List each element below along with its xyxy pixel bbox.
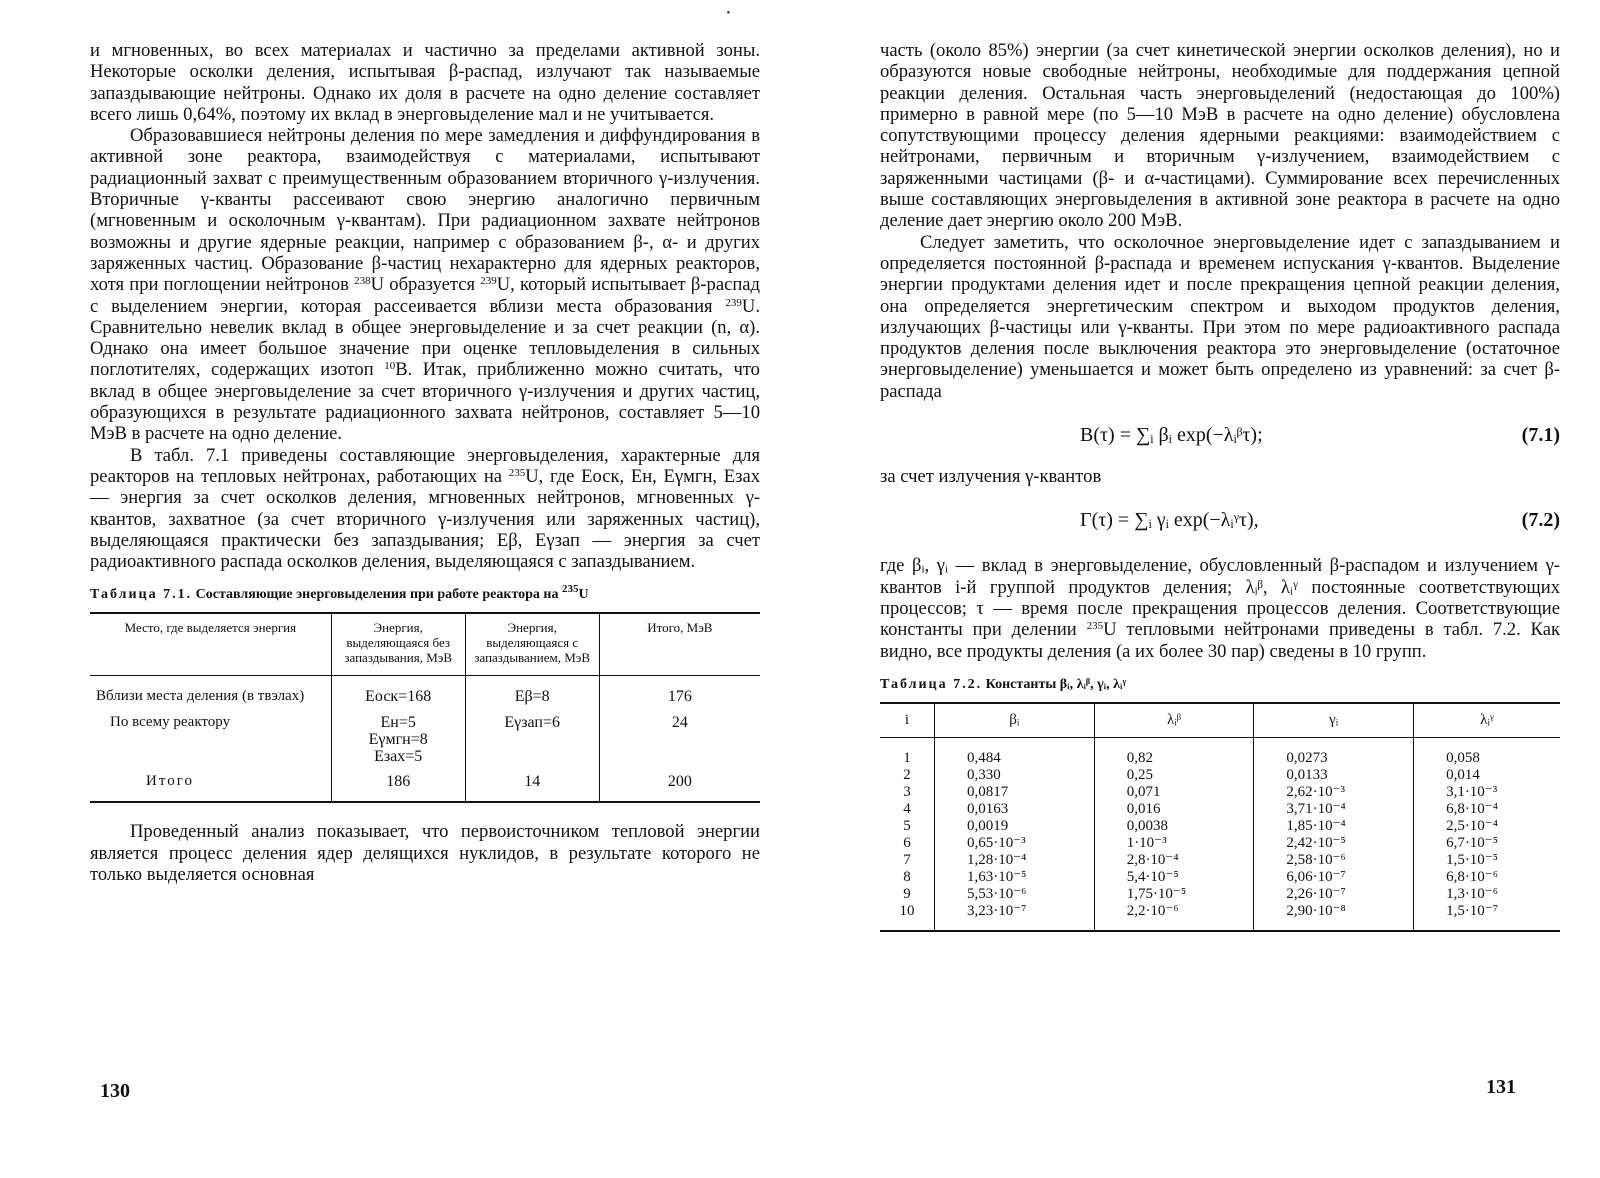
text-span: U. Сравнительно невелик вклад в общее энерговыделение и за счет реакции (n, α). Однако она имеет большое значение при оценке тепловыделения в сильных поглотителях, содержащих изотоп [90, 295, 760, 381]
table-cell: 6,8·10⁻⁶ [1446, 868, 1498, 885]
text-span: U образуется [370, 274, 481, 296]
table-header: i [880, 703, 935, 738]
table-cell: 6,8·10⁻⁴ [1446, 800, 1498, 817]
table-cell: 3 [903, 783, 911, 800]
table-cell: 0,65·10⁻³ [967, 834, 1026, 851]
table-cell: 1,85·10⁻⁴ [1286, 817, 1346, 834]
table-cell: 5 [903, 817, 911, 834]
caption-label: Таблица 7.2. [880, 676, 983, 692]
right-page-text [880, 40, 1560, 932]
table-header: Итого, МэВ [599, 613, 760, 676]
table-cell: 2,26·10⁻⁷ [1286, 885, 1346, 902]
table-header: Энергия, выделяющаяся без запаздывания, МэВ [331, 613, 465, 676]
table-cell: 3,71·10⁻⁴ [1286, 800, 1346, 817]
cell-line: Eн=5 [380, 714, 416, 732]
cell-line: Eзах=5 [374, 748, 423, 766]
isotope-sup: 238 [354, 275, 371, 288]
table-cell: 24 [599, 710, 760, 769]
equation-number: (7.1) [1521, 424, 1560, 447]
left-para-4: Проведенный анализ показывает, что первоисточником тепловой энергии является процесс деления ядер делящихся нуклидов, в результате которого не только выделяется основная [90, 821, 760, 886]
table-cell: 0,82 [1126, 749, 1153, 766]
table-cell: 2,42·10⁻⁵ [1286, 834, 1346, 851]
isotope-sup: 239 [480, 275, 497, 288]
left-para-3 [90, 445, 760, 573]
table-cell: По всему реактору [110, 714, 231, 731]
table-header: γᵢ [1254, 703, 1414, 738]
table-7-1 [90, 612, 760, 803]
text-span: В табл. 7.1 приведены составляющие энерговыделения, характерные для реакторов на тепловых нейтронах, работающих на [90, 444, 760, 487]
table-7-2 [880, 702, 1560, 932]
left-para-2 [90, 125, 760, 444]
table-cell: 6,7·10⁻⁵ [1446, 834, 1498, 851]
caption-text: Составляющие энерговыделения при работе реактора на [195, 587, 562, 603]
text-span: U тепловыми нейтронами приведены в табл. 7.2. Как видно, все продукты деления (а их более 30 пар) сведены в 10 групп. [880, 619, 1560, 662]
table-cell: 2,62·10⁻³ [1286, 783, 1346, 800]
text-span: B. Итак, приближенно можно считать, что вклад в общее энерговыделение за счет вторичного γ-излучения и других частиц, образующихся в результате радиационного захвата нейтронов, составляет 5—10 МэВ в расчете на одно деление. [90, 359, 760, 445]
table-cell [331, 710, 465, 769]
table-column-beta [935, 737, 1095, 931]
table-cell: 200 [599, 769, 760, 802]
left-page-text [90, 40, 760, 885]
table-cell: 0,25 [1126, 766, 1153, 783]
caption-end: U [578, 587, 589, 603]
table-cell: 0,0133 [1286, 766, 1328, 783]
table-cell: 1·10⁻³ [1126, 834, 1167, 851]
table-cell: 3,23·10⁻⁷ [967, 902, 1027, 919]
table-cell: 1,3·10⁻⁶ [1446, 885, 1498, 902]
table-cell: 14 [465, 769, 599, 802]
table-cell: Eоск=168 [331, 676, 465, 711]
table-cell: 2,58·10⁻⁶ [1286, 851, 1346, 868]
table-row [90, 710, 760, 769]
text-span: U, который испытывает β-распад с выделением энергии, которая рассеивается вблизи места образования [90, 274, 760, 317]
table-cell: 0,014 [1446, 766, 1480, 783]
isotope-sup: 235 [1086, 620, 1104, 633]
table-cell: 5,4·10⁻⁵ [1126, 868, 1179, 885]
table-cell: 0,071 [1126, 783, 1161, 800]
table-cell: Eγзап=6 [465, 710, 599, 769]
caption-sup: 235 [562, 583, 579, 596]
table-cell: 2 [903, 766, 911, 783]
table-cell: 1,63·10⁻⁵ [967, 868, 1027, 885]
table-cell: 2,5·10⁻⁴ [1446, 817, 1498, 834]
table-cell: 8 [903, 868, 911, 885]
table-cell: Итого [90, 769, 331, 802]
table-7-1-caption [90, 583, 760, 604]
table-cell: 0,058 [1446, 749, 1480, 766]
table-cell: 2,8·10⁻⁴ [1126, 851, 1179, 868]
table-row [880, 737, 1560, 931]
equation-body: Γ(τ) = ∑ᵢ γᵢ exp(−λᵢᵞτ), [1080, 509, 1259, 532]
table-cell: 0,0273 [1286, 749, 1328, 766]
table-cell: 9 [903, 885, 911, 902]
equation-7-2 [880, 501, 1560, 545]
text-span: Образовавшиеся нейтроны деления по мере замедления и диффундирования в активной зоне реактора, взаимодействуя с материалами, испытывают радиационный захват с преимущественным образованием вторичного γ-излучения. Вторичные γ-кванты рассеивают свою энергию аналогично первичным (мгновенным и осколочным γ-квантам). При радиационном захвате нейтронов возможны и другие ядерные реакции, например с образованием β-, α- и других заряженных частиц. Образование β-частиц нехарактерно для ядерных реакторов, хотя при поглощении нейтронов [90, 125, 760, 296]
table-column-gamma [1254, 737, 1414, 931]
table-cell: 186 [331, 769, 465, 802]
caption-label: Таблица 7.1. [90, 587, 193, 603]
page-number-left: 130 [100, 1080, 130, 1102]
table-cell: 4 [903, 800, 911, 817]
table-cell: 176 [599, 676, 760, 711]
table-column-lambda-beta [1094, 737, 1254, 931]
table-cell: 0,016 [1126, 800, 1161, 817]
table-header: λᵢᵞ [1414, 703, 1560, 738]
right-para-2: Следует заметить, что осколочное энерговыделение идет с запаздыванием и определяется постоянной β-распада и временем испускания γ-квантов. Выделение энергии продуктами деления идет и после прекращения цепной реакции деления, она определяется энергетическим спектром и выходом продуктов деления, излучающих β-частицы или γ-кванты. При этом по мере радиоактивного распада продуктов деления после выключения реактора это энерговыделение (остаточное энерговыделение) уменьшается и может быть определено из уравнений: за счет β-распада [880, 231, 1560, 402]
table-cell: Вблизи места деления (в твэлах) [96, 688, 305, 705]
right-between-text: за счет излучения γ-квантов [880, 466, 1102, 488]
table-cell: 3,1·10⁻³ [1446, 783, 1498, 800]
right-page [860, 0, 1600, 1178]
equation-7-1 [880, 416, 1560, 460]
table-cell: 0,0038 [1126, 817, 1168, 834]
table-cell: 1 [903, 749, 911, 766]
table-cell: 0,0817 [967, 783, 1009, 800]
table-row [90, 676, 760, 711]
table-cell: 1,28·10⁻⁴ [967, 851, 1027, 868]
equation-body: B(τ) = ∑ᵢ βᵢ exp(−λᵢᵝτ); [1080, 424, 1263, 447]
table-cell: 10 [899, 902, 915, 919]
table-cell: Eβ=8 [465, 676, 599, 711]
table-cell: 1,75·10⁻⁵ [1126, 885, 1187, 902]
table-cell: 1,5·10⁻⁷ [1446, 902, 1498, 919]
text-span: где βᵢ, γᵢ — вклад в энерговыделение, обусловленный β-распадом и излучением γ-квантов i-й группой продуктов деления; λᵢᵝ, λᵢᵞ постоянные соответствующих процессов; τ — время после прекращения процессов деления. Соответствующие константы при делении [880, 555, 1560, 641]
caption-text: Константы βᵢ, λᵢᵝ, γᵢ, λᵢᵞ [985, 676, 1127, 692]
equation-number: (7.2) [1521, 509, 1560, 532]
cell-line: Eγмгн=8 [368, 731, 428, 749]
table-cell: 5,53·10⁻⁶ [967, 885, 1027, 902]
table-row [90, 769, 760, 802]
table-cell: 6,06·10⁻⁷ [1286, 868, 1346, 885]
isotope-sup: 239 [725, 296, 742, 309]
table-header-row [880, 703, 1560, 738]
right-para-1: часть (около 85%) энергии (за счет кинетической энергии осколков деления), но и образуются новые свободные нейтроны, необходимые для поддержания цепной реакции деления. Остальная часть энерговыделений (недостающая до 100%) примерно в равной мере (по 5—10 МэВ в расчете на одно деление) обусловлена сопутствующими процессу деления ядерными реакциями: взаимодействием с нейтронами, первичным и вторичным γ-излучением, взаимодействием с заряженными частицами (β- и α-частицами). Суммирование всех перечисленных выше составляющих энерговыделения в активной зоне реактора в расчете на одно деление дает энергию около 200 МэВ. [880, 40, 1560, 232]
text-span: U, где Eоск, Eн, Eγмгн, Eзах — энергия за счет осколков деления, мгновенных нейтронов, мгновенных γ-квантов, захватное (за счет вторичного γ-излучения или заряженных частиц), выделяющаяся практически без запаздывания; Eβ, Eγзап — энергия за счет радиоактивного распада осколков деления, выделяющаяся с запаздыванием. [90, 465, 761, 573]
table-header-row [90, 613, 760, 676]
table-header: βᵢ [935, 703, 1095, 738]
page-number-right: 131 [1486, 1076, 1516, 1098]
table-cell: 0,0163 [967, 800, 1009, 817]
isotope-sup: 235 [508, 466, 526, 479]
isotope-sup: 10 [384, 360, 396, 373]
table-cell: 2,2·10⁻⁶ [1126, 902, 1179, 919]
table-cell: 2,90·10⁻⁸ [1286, 902, 1346, 919]
table-header: Энергия, выделяющаяся с запаздыванием, МэВ [465, 613, 599, 676]
table-cell: 1,5·10⁻⁵ [1446, 851, 1498, 868]
table-column-i [880, 737, 935, 931]
table-header: λᵢᵝ [1094, 703, 1254, 738]
table-header: Место, где выделяется энергия [90, 613, 331, 676]
table-cell: 6 [903, 834, 911, 851]
right-para-3 [880, 555, 1560, 661]
table-cell: 0,484 [967, 749, 1001, 766]
binding-mark: · [725, 2, 732, 24]
left-para-1: и мгновенных, во всех материалах и частично за пределами активной зоны. Некоторые осколки деления, испытывая β-распад, излучают так называемые запаздывающие нейтроны. Однако их доля в расчете на одно деление составляет всего лишь 0,64%, поэтому их вклад в энерговыделение мал и не учитывается. [90, 40, 760, 125]
table-column-lambda-gamma [1414, 737, 1560, 931]
table-cell: 0,0019 [967, 817, 1009, 834]
table-cell: 7 [903, 851, 911, 868]
table-cell: 0,330 [967, 766, 1001, 783]
table-7-2-caption [880, 676, 1560, 694]
left-page [0, 0, 790, 1178]
